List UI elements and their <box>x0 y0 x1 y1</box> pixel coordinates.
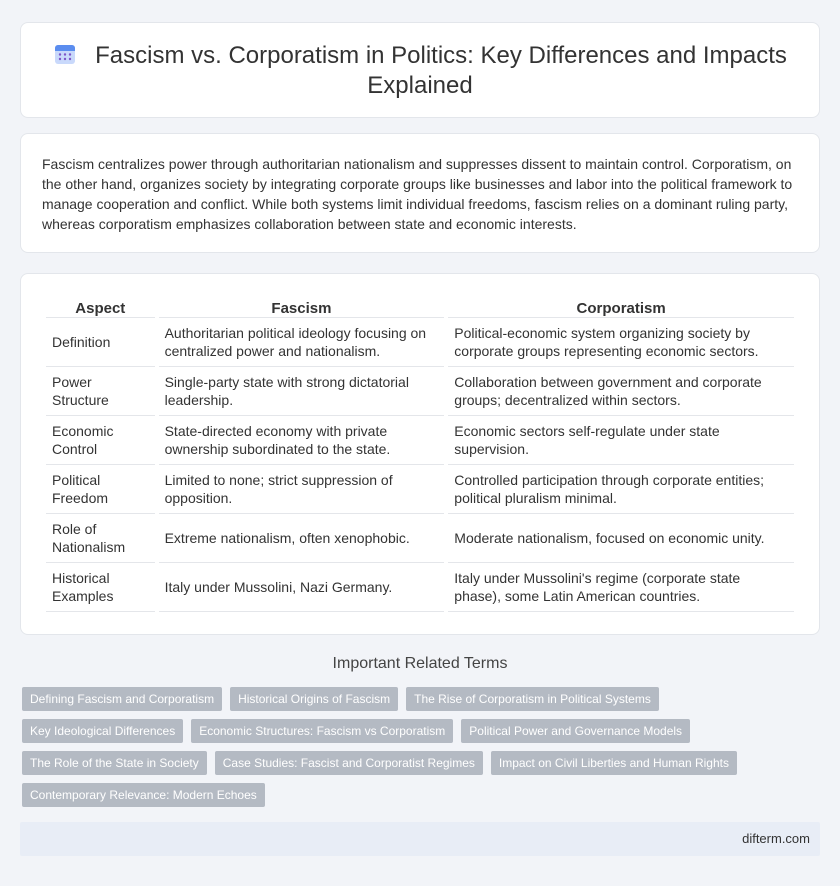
aspect-cell: Economic Control <box>46 416 155 465</box>
related-term-link[interactable]: Case Studies: Fascist and Corporatist Regimes <box>215 751 483 775</box>
calendar-grid-icon <box>53 42 77 66</box>
comparison-table <box>42 296 798 612</box>
fascism-cell: Limited to none; strict suppression of opposition. <box>159 465 445 514</box>
table-row <box>46 465 794 514</box>
page-title-wrap <box>51 41 789 101</box>
related-term-link[interactable]: The Role of the State in Society <box>22 751 207 775</box>
fascism-cell: Authoritarian political ideology focusing on centralized power and nationalism. <box>159 318 445 367</box>
related-term-link[interactable]: Economic Structures: Fascism vs Corporatism <box>191 719 453 743</box>
corporatism-cell: Controlled participation through corporate entities; political pluralism minimal. <box>448 465 794 514</box>
fascism-cell: State-directed economy with private ownership subordinated to the state. <box>159 416 445 465</box>
header-corporatism: Corporatism <box>448 296 794 318</box>
fascism-cell: Italy under Mussolini, Nazi Germany. <box>159 563 445 612</box>
corporatism-cell: Political-economic system organizing society by corporate groups representing economic sectors. <box>448 318 794 367</box>
aspect-cell: Historical Examples <box>46 563 155 612</box>
corporatism-cell: Economic sectors self-regulate under state supervision. <box>448 416 794 465</box>
related-term-link[interactable]: The Rise of Corporatism in Political Systems <box>406 687 659 711</box>
table-row <box>46 318 794 367</box>
related-term-link[interactable]: Key Ideological Differences <box>22 719 183 743</box>
aspect-cell: Definition <box>46 318 155 367</box>
related-term-link[interactable]: Impact on Civil Liberties and Human Rights <box>491 751 737 775</box>
header-fascism: Fascism <box>159 296 445 318</box>
footer <box>20 822 820 856</box>
table-row <box>46 514 794 563</box>
header-aspect: Aspect <box>46 296 155 318</box>
fascism-cell: Single-party state with strong dictatorial leadership. <box>159 367 445 416</box>
corporatism-cell: Italy under Mussolini's regime (corporate state phase), some Latin American countries. <box>448 563 794 612</box>
related-term-link[interactable]: Contemporary Relevance: Modern Echoes <box>22 783 265 807</box>
related-terms-list <box>22 687 742 807</box>
table-row <box>46 563 794 612</box>
corporatism-cell: Moderate nationalism, focused on economic unity. <box>448 514 794 563</box>
related-term-link[interactable]: Defining Fascism and Corporatism <box>22 687 222 711</box>
related-terms-title: Important Related Terms <box>332 655 508 672</box>
corporatism-cell: Collaboration between government and corporate groups; decentralized within sectors. <box>448 367 794 416</box>
summary-card <box>20 133 820 253</box>
header-card <box>20 22 820 118</box>
summary-text: Fascism centralizes power through authoritarian nationalism and suppresses dissent to maintain control. Corporatism, on the other hand, organizes society by integrating corporate groups like businesses and labor into the political framework to manage cooperation and conflict. While both systems limit individual freedoms, fascism relies on a dominant ruling party, whereas corporatism emphasizes collaboration between state and economic interests. <box>42 156 793 232</box>
table-row <box>46 367 794 416</box>
aspect-cell: Political Freedom <box>46 465 155 514</box>
fascism-cell: Extreme nationalism, often xenophobic. <box>159 514 445 563</box>
related-term-link[interactable]: Historical Origins of Fascism <box>230 687 398 711</box>
table-row <box>46 416 794 465</box>
aspect-cell: Role of Nationalism <box>46 514 155 563</box>
table-header-row <box>46 296 794 318</box>
related-term-link[interactable]: Political Power and Governance Models <box>461 719 690 743</box>
comparison-card <box>20 273 820 635</box>
page-title: Fascism vs. Corporatism in Politics: Key Differences and Impacts Explained <box>95 42 787 99</box>
aspect-cell: Power Structure <box>46 367 155 416</box>
footer-site-link[interactable]: difterm.com <box>742 831 810 846</box>
